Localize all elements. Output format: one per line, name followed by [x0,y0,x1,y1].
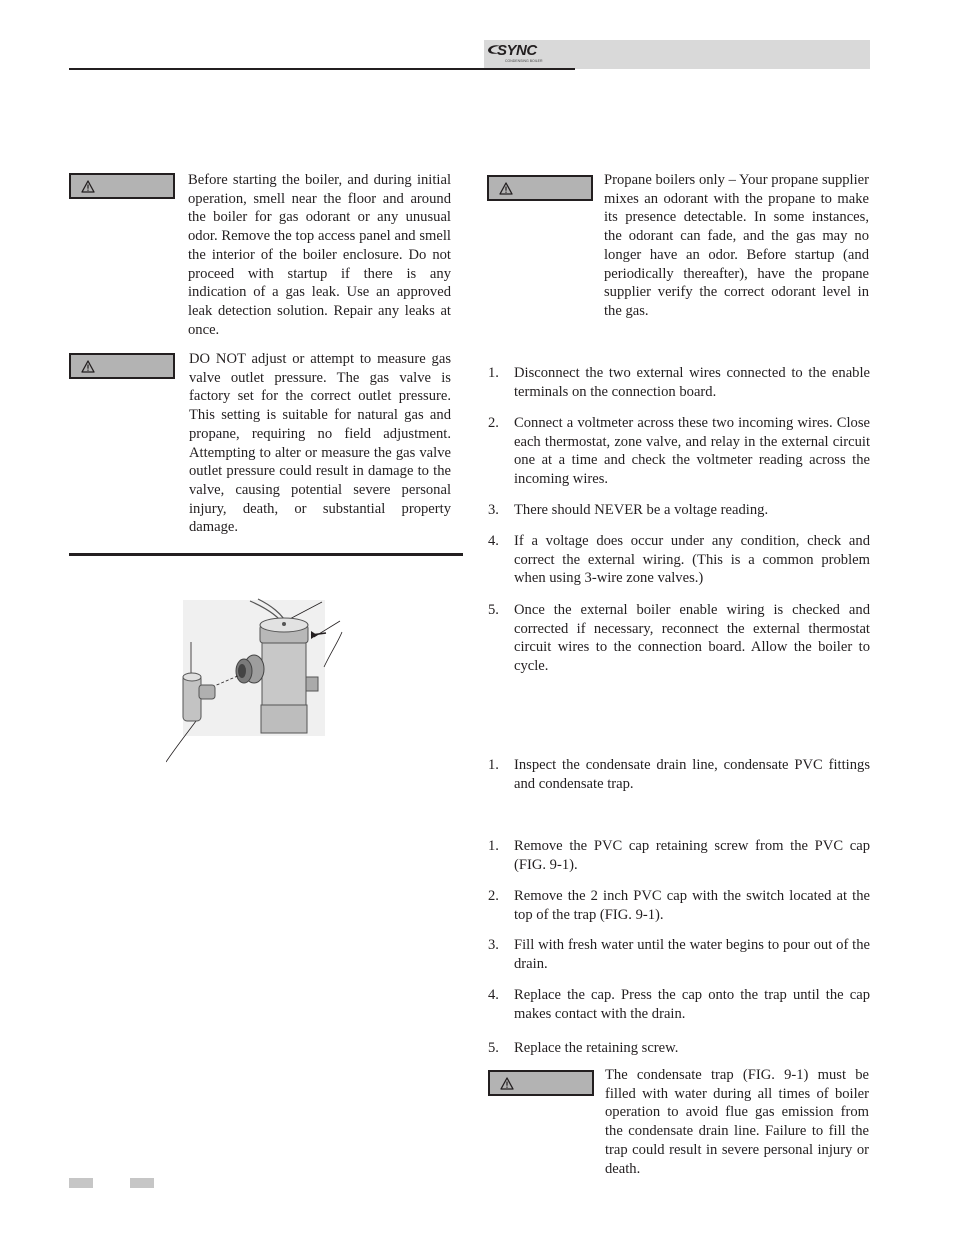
list-item [488,501,870,521]
section-rule [69,553,463,556]
step-number: 3. [488,937,499,953]
list-item [488,936,870,976]
warning-triangle-icon [81,360,95,373]
step-text: Replace the retaining screw. [514,1040,679,1056]
footer-block-right [130,1178,154,1188]
list-item [488,1039,870,1059]
list-item [488,364,870,404]
warning-text-gas-odor: Before starting the boiler, and during initial operation, smell near the floor and around the boiler for gas odorant or any unusual odor. Remove the top access panel and smell the interior of the boiler enclosure. Do not proceed with startup if there is any indication of a gas leak. Use an approved leak detection solution. Repair any leaks at once. [188,172,451,338]
step-text: Disconnect the two external wires connected to the enable terminals on the connection board. [514,365,870,400]
step-number: 5. [488,602,499,618]
step-text: Remove the 2 inch PVC cap with the switch located at the top of the trap (FIG. 9-1). [514,888,870,923]
step-text: Remove the PVC cap retaining screw from the PVC cap (FIG. 9-1). [514,838,870,873]
sync-logo [487,42,549,66]
condensate-trap-figure [166,597,346,767]
step-text: There should NEVER be a voltage reading. [514,502,769,518]
step-text: Inspect the condensate drain line, condensate PVC fittings and condensate trap. [514,757,870,792]
warning-label-gas-odor [69,173,175,199]
step-text: Replace the cap. Press the cap onto the trap until the cap makes contact with the drain. [514,987,870,1022]
step-number: 1. [488,365,499,381]
step-number: 2. [488,415,499,431]
footer-block-left [69,1178,93,1188]
warning-label-gas-valve [69,353,175,379]
step-number: 3. [488,502,499,518]
warning-label-propane [487,175,593,201]
list-item [488,986,870,1026]
step-number: 4. [488,533,499,549]
warning-triangle-icon [81,180,95,193]
list-item [488,756,870,796]
logo-wordmark: SYNC [497,42,537,59]
step-text: Once the external boiler enable wiring is checked and corrected if necessary, reconnect the external thermostat circuit wires to the connection board. Allow the boiler to cycle. [514,602,870,675]
step-number: 2. [488,888,499,904]
step-number: 1. [488,757,499,773]
step-text: Fill with fresh water until the water begins to pour out of the drain. [514,937,870,972]
step-text: Connect a voltmeter across these two incoming wires. Close each thermostat, zone valve, and relay in the external circuit one at a time and check the voltmeter reading across the incoming wires. [514,415,870,488]
logo-tagline: CONDENSING BOILER [505,59,543,63]
warning-text-propane: Propane boilers only – Your propane supplier mixes an odorant with the propane to make its presence detectable. In some instances, the odorant can fade, and the gas may no longer have an odor. Before startup (and periodically thereafter), have the propane supplier verify the correct odorant level in the gas. [604,172,869,319]
list-item [488,887,870,927]
warning-triangle-icon [499,182,513,195]
list-item [488,837,870,877]
step-number: 4. [488,987,499,1003]
warning-text-gas-valve: DO NOT adjust or attempt to measure gas valve outlet pressure. The gas valve is factory set for the correct outlet pressure. This setting is suitable for natural gas and propane, requiring no field adjustment. Attempting to alter or measure the gas valve outlet pressure could result in damage to the valve, causing potential severe personal injury, death, or substantial property damage. [189,351,451,536]
step-text: If a voltage does occur under any condition, check and correct the external wiring. (This is a common problem when using 3-wire zone valves.) [514,533,870,587]
list-item [488,532,870,590]
list-item [488,601,870,679]
list-item [488,414,870,492]
warning-text-condensate: The condensate trap (FIG. 9-1) must be filled with water during all times of boiler operation to avoid flue gas emission from the condensate drain line. Failure to fill the trap could result in severe personal injury or death. [605,1067,869,1177]
header-rule [69,68,575,70]
step-number: 5. [488,1040,499,1056]
step-number: 1. [488,838,499,854]
warning-triangle-icon [500,1077,514,1090]
warning-label-condensate [488,1070,594,1096]
